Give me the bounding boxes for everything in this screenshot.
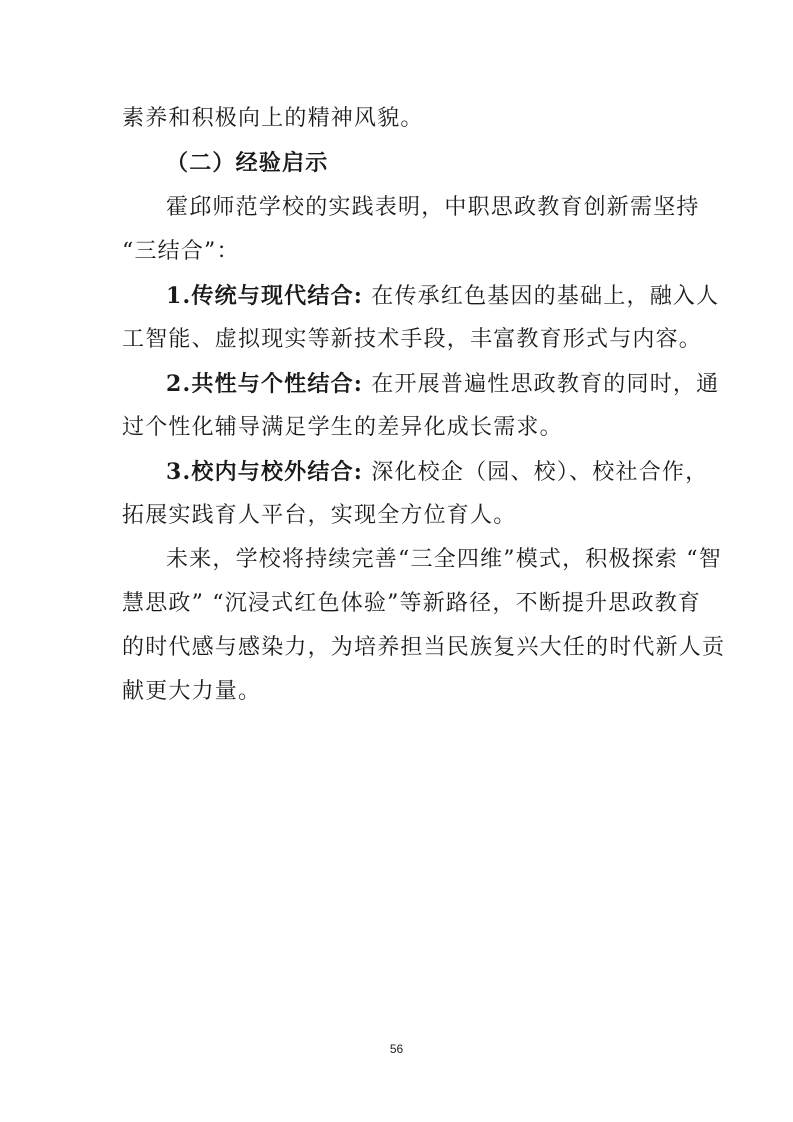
list-item-text: 深化校企（园、校）、校社合作， bbox=[363, 460, 709, 485]
paragraph-line: “三结合”： bbox=[122, 239, 240, 264]
list-item bbox=[166, 281, 726, 312]
paragraph-line: 未来，学校将持续完善“三全四维”模式，积极探索 “智 bbox=[166, 547, 722, 572]
paragraph-line: 拓展实践育人平台，实现全方位育人。 bbox=[122, 503, 517, 528]
paragraph-line: 献更大力量。 bbox=[122, 679, 262, 704]
paragraph-line: 霍邱师范学校的实践表明，中职思政教育创新需坚持 bbox=[166, 195, 700, 220]
list-item-heading: 1.传统与现代结合: bbox=[166, 283, 364, 309]
paragraph-line: 工智能、虚拟现实等新技术手段，丰富教育形式与内容。 bbox=[122, 327, 703, 352]
paragraph-line: 素养和积极向上的精神风貌。 bbox=[122, 106, 424, 131]
paragraph-line: 的时代感与感染力，为培养担当民族复兴大任的时代新人贡 bbox=[122, 635, 726, 660]
section-heading: （二）经验启示 bbox=[166, 150, 329, 176]
list-item-text: 在传承红色基因的基础上，融入人 bbox=[363, 284, 720, 309]
page-number: 56 bbox=[389, 1042, 404, 1056]
list-item bbox=[166, 457, 726, 488]
list-item-heading: 3.校内与校外结合: bbox=[166, 459, 364, 485]
list-item bbox=[166, 369, 726, 400]
paragraph-line: 过个性化辅导满足学生的差异化成长需求。 bbox=[122, 415, 563, 440]
list-item-heading: 2.共性与个性结合: bbox=[166, 371, 364, 397]
paragraph-line: 慧思政” “沉浸式红色体验”等新路径，不断提升思政教育 bbox=[122, 591, 702, 616]
list-item-text: 在开展普遍性思政教育的同时，通 bbox=[363, 372, 720, 397]
